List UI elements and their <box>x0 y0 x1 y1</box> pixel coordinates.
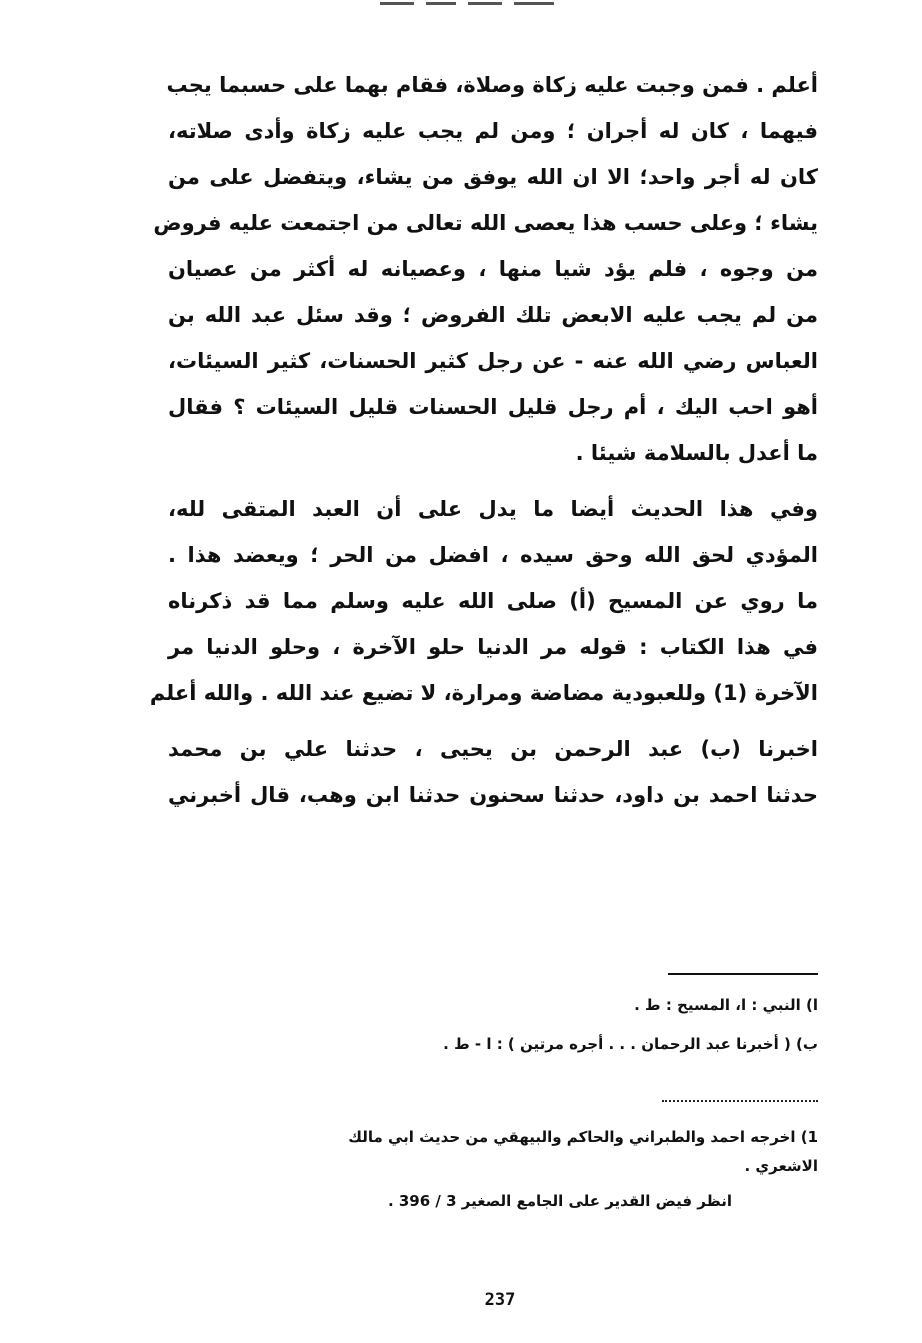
text-line: من وجوه ، فلم يؤد شيا منها ، وعصيانه له أكثر من عصيان <box>168 257 818 281</box>
text-line: حدثنا احمد بن داود، حدثنا سحنون حدثنا ابن وهب، قال أخبرني <box>168 783 818 807</box>
text-line: اخبرنا (ب) عبد الرحمن بن يحيى ، حدثنا علي بن محمد <box>168 737 818 761</box>
top-scan-marks <box>380 0 580 8</box>
main-paragraph-1 <box>153 62 818 476</box>
text-line: ما أعدل بالسلامة شيئا . <box>575 441 818 465</box>
variant-note-a: ا) النبي : ا، المسيح : ط . <box>634 996 818 1014</box>
text-line: ما روي عن المسيح (أ) صلى الله عليه وسلم مما قد ذكرناه <box>168 589 818 613</box>
text-line: أهو احب اليك ، أم رجل قليل الحسنات قليل السيئات ؟ فقال <box>168 395 818 419</box>
text-line: المؤدي لحق الله وحق سيده ، افضل من الحر ؛ ويعضد هذا . <box>168 543 818 567</box>
variant-note-b: ب) ( أخبرنا عبد الرحمان . . . أجره مرتين ) : ا - ط . <box>443 1035 818 1053</box>
text-line: في هذا الكتاب : قوله مر الدنيا حلو الآخرة ، وحلو الدنيا مر <box>168 635 818 659</box>
text-line: كان له أجر واحد؛ الا ان الله يوفق من يشاء، ويتفضل على من <box>168 165 818 189</box>
page-number: 237 <box>484 1290 516 1310</box>
text-line: وفي هذا الحديث أيضا ما يدل على أن العبد المتقى لله، <box>168 497 818 521</box>
text-line: أعلم . فمن وجبت عليه زكاة وصلاة، فقام بهما على حسبما يجب <box>166 73 818 97</box>
main-paragraph-2 <box>149 486 818 716</box>
text-line: فيهما ، كان له أجران ؛ ومن لم يجب عليه زكاة وأدى صلاته، <box>168 119 818 143</box>
variant-notes-separator <box>668 973 818 975</box>
text-line: الآخرة (1) وللعبودية مضاضة ومرارة، لا تضيع عند الله . والله أعلم <box>149 681 818 705</box>
main-paragraph-3 <box>168 726 818 818</box>
footnote-1-line-3: انظر فيض القدير على الجامع الصغير 3 / 396 . <box>387 1192 732 1210</box>
footnotes-separator <box>662 1100 818 1102</box>
text-line: يشاء ؛ وعلى حسب هذا يعصى الله تعالى من اجتمعت عليه فروض <box>153 211 818 235</box>
footnote-1-line-1: 1) اخرجه احمد والطبراني والحاكم والبيهقي من حديث ابي مالك <box>348 1128 818 1146</box>
text-line: من لم يجب عليه الابعض تلك الفروض ؛ وقد سئل عبد الله بن <box>168 303 818 327</box>
footnote-1-line-2: الاشعري . <box>744 1157 818 1175</box>
text-line: العباس رضي الله عنه - عن رجل كثير الحسنات، كثير السيئات، <box>168 349 818 373</box>
